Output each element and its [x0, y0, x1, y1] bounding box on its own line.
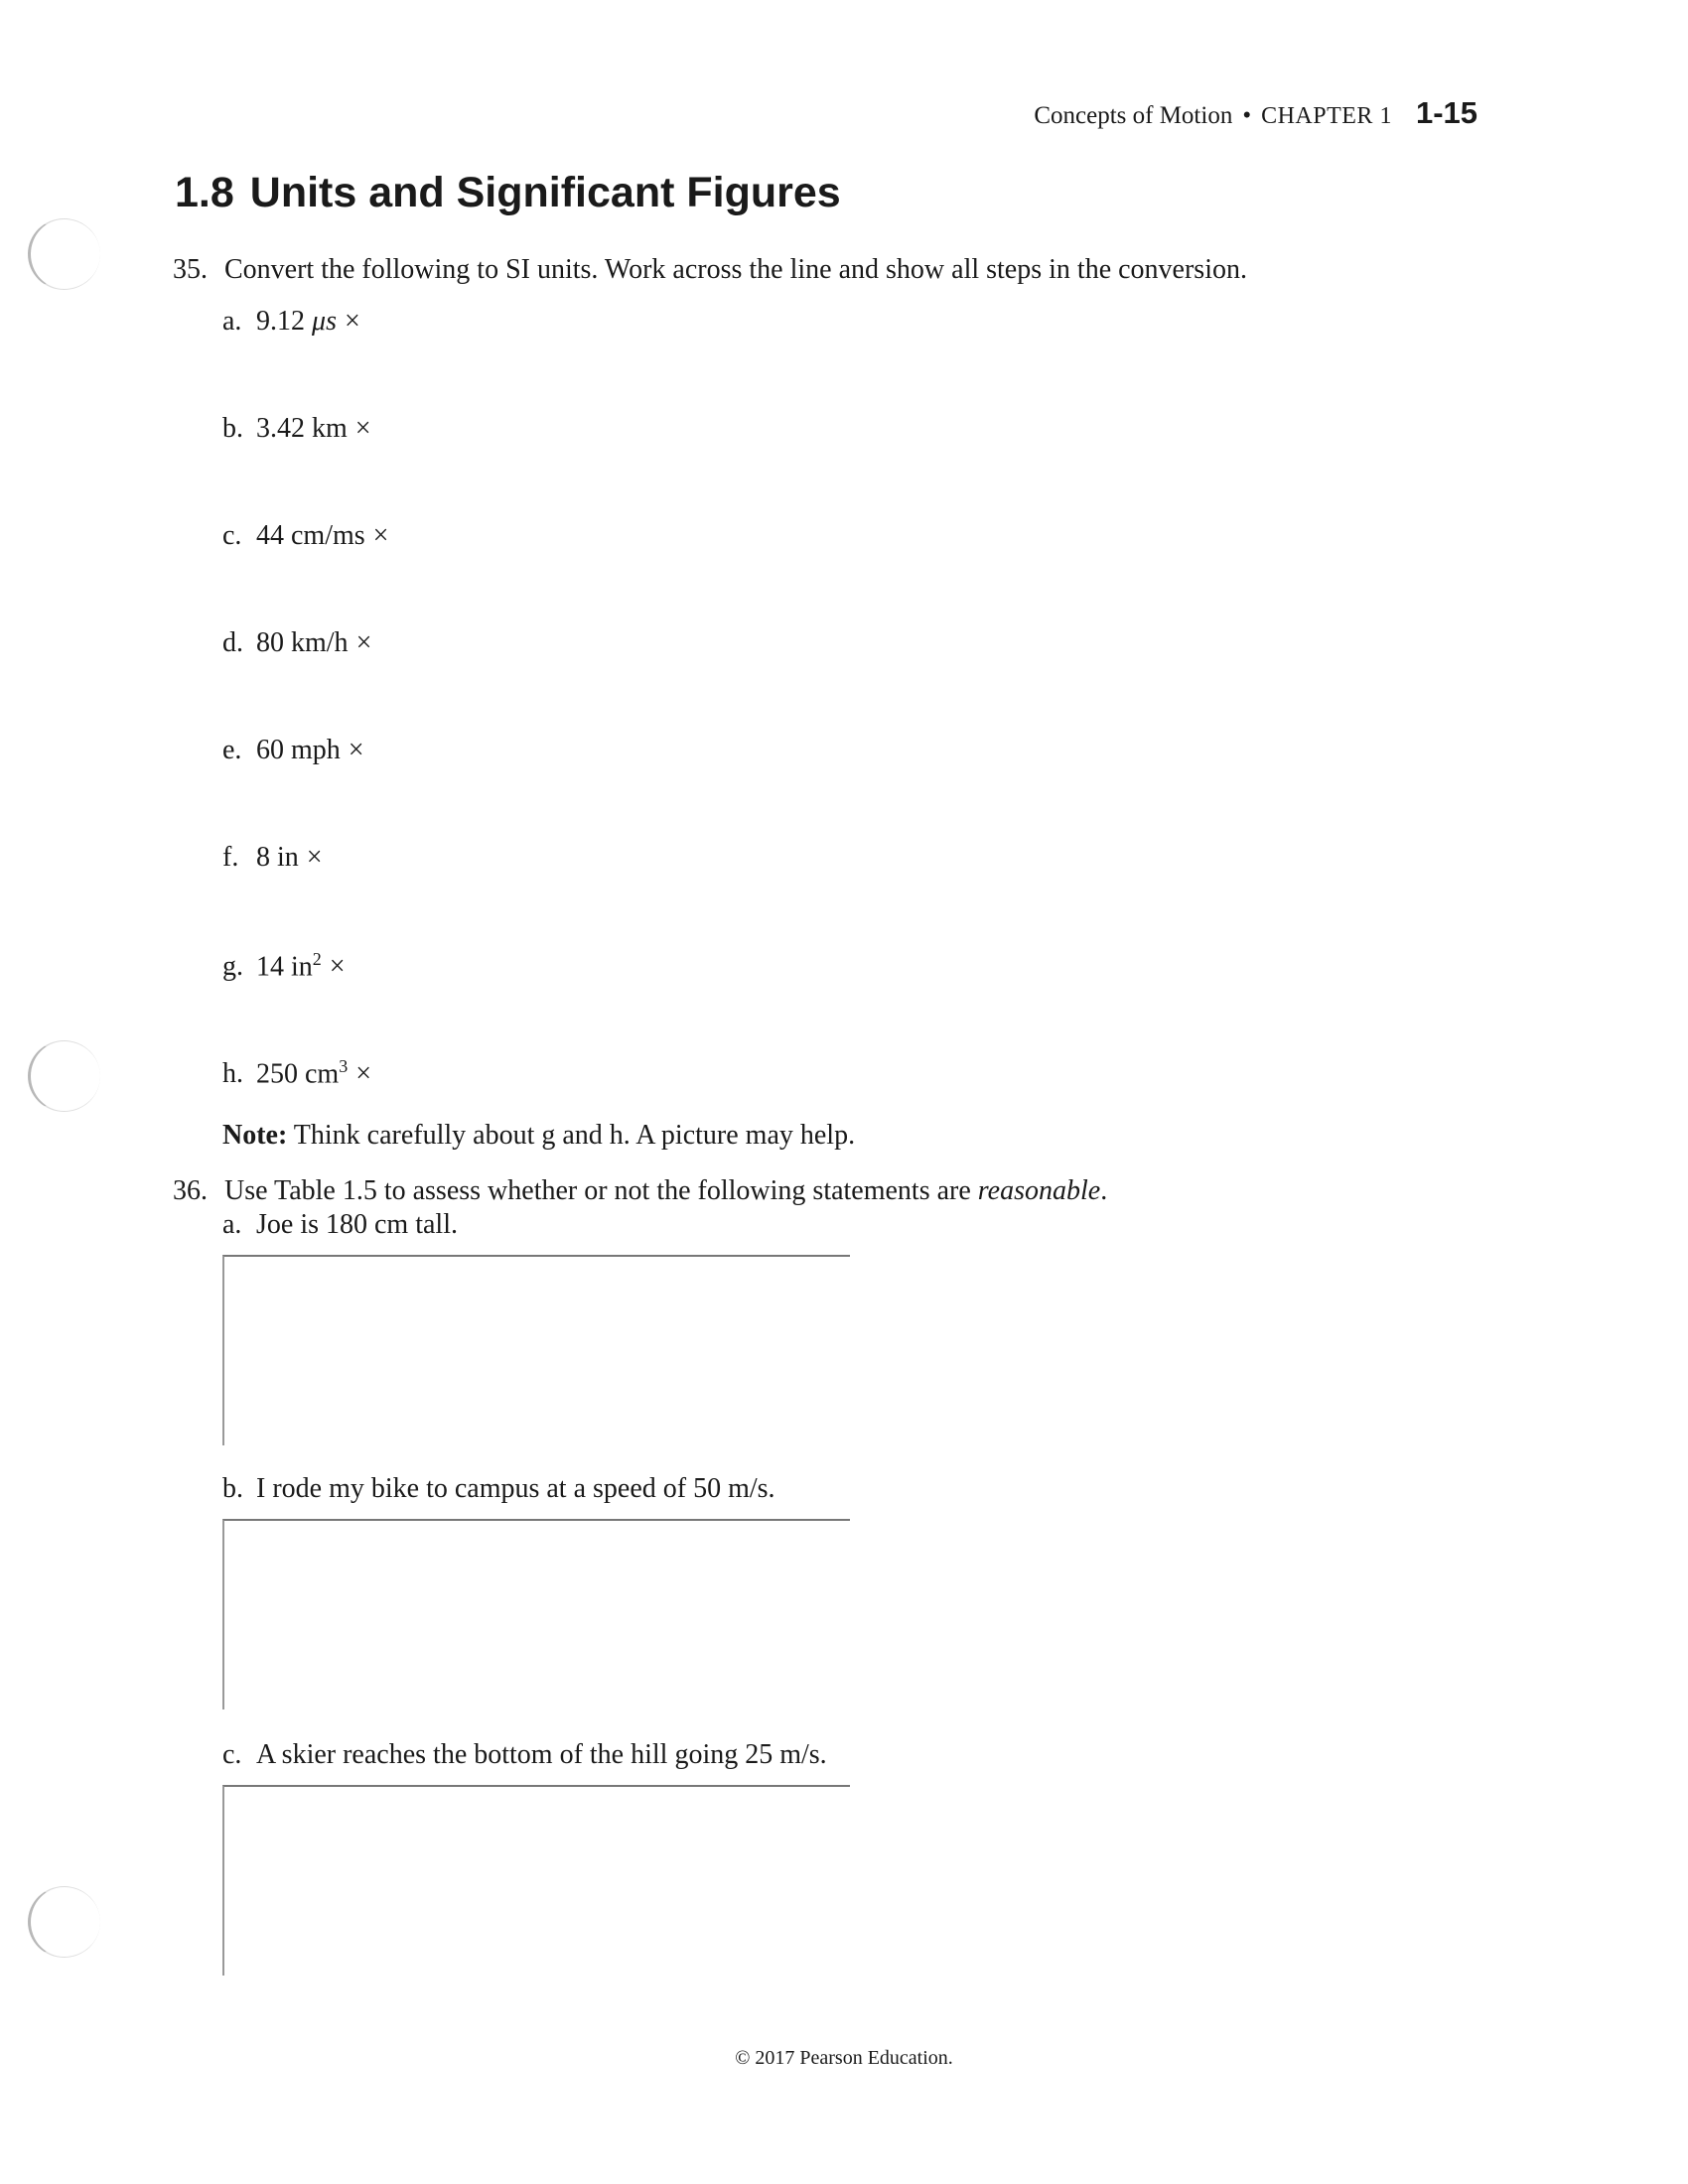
item-unit: s — [326, 306, 337, 337]
header-bullet: • — [1242, 102, 1252, 129]
running-header — [1034, 95, 1477, 131]
question-35-prompt — [173, 254, 1247, 286]
question-text: Use Table 1.5 to assess whether or not the following statements are — [224, 1175, 978, 1206]
binder-hole-middle — [28, 1040, 100, 1112]
item-value: 8 in — [256, 842, 299, 873]
note-text: Think carefully about g and h. A picture may help. — [287, 1120, 856, 1151]
conversion-item-h — [222, 1056, 371, 1090]
item-value: 60 mph — [256, 735, 341, 765]
item-value: 14 in — [256, 951, 313, 983]
item-letter: e. — [222, 735, 242, 765]
note-label: Note: — [222, 1120, 288, 1151]
question-text-end: . — [1100, 1175, 1108, 1206]
item-letter: a. — [222, 306, 242, 337]
item-letter: f. — [222, 842, 239, 873]
note — [222, 1120, 855, 1152]
item-exponent: 2 — [312, 949, 322, 969]
item-letter: c. — [222, 520, 242, 551]
item-letter: b. — [222, 413, 243, 444]
answer-box-a[interactable] — [222, 1255, 850, 1445]
item-letter: b. — [222, 1473, 243, 1504]
times-symbol: × — [372, 520, 389, 551]
question-emphasis: reasonable — [977, 1175, 1101, 1206]
question-text: Convert the following to SI units. Work across the line and show all steps in the conversion. — [224, 254, 1247, 285]
times-symbol: × — [354, 413, 371, 444]
question-36-prompt — [173, 1175, 1107, 1207]
conversion-item-g — [222, 949, 346, 983]
item-exponent: 3 — [339, 1056, 349, 1076]
conversion-item-a — [222, 306, 360, 338]
statement-text: Joe is 180 cm tall. — [256, 1209, 458, 1240]
binder-hole-bottom — [28, 1886, 100, 1958]
book-title: Concepts of Motion — [1034, 102, 1233, 129]
times-symbol: × — [348, 735, 364, 765]
conversion-item-c — [222, 520, 388, 552]
item-value: 250 cm — [256, 1058, 340, 1090]
answer-box-b[interactable] — [222, 1519, 850, 1709]
section-title-text: Units and Significant Figures — [249, 169, 841, 216]
chapter-label: CHAPTER 1 — [1261, 103, 1392, 129]
item-value: 9.12 — [256, 306, 312, 337]
times-symbol: × — [329, 951, 346, 983]
conversion-item-e — [222, 735, 364, 766]
times-symbol: × — [306, 842, 323, 873]
item-letter: d. — [222, 627, 243, 658]
answer-box-c[interactable] — [222, 1785, 850, 1976]
times-symbol: × — [355, 627, 372, 658]
statement-c — [222, 1739, 827, 1771]
conversion-item-b — [222, 413, 371, 445]
item-value: 3.42 km — [256, 413, 348, 444]
copyright-footer: © 2017 Pearson Education. — [735, 2047, 953, 2069]
times-symbol: × — [344, 306, 360, 337]
item-letter: h. — [222, 1058, 243, 1090]
question-number: 35. — [173, 254, 208, 285]
statement-text: I rode my bike to campus at a speed of 50 m/s. — [256, 1473, 775, 1504]
times-symbol: × — [355, 1058, 372, 1090]
section-title — [175, 169, 841, 217]
item-letter: g. — [222, 951, 243, 983]
item-unit-prefix: μ — [312, 306, 327, 337]
conversion-item-d — [222, 627, 371, 659]
item-letter: a. — [222, 1209, 242, 1240]
section-number: 1.8 — [175, 169, 234, 216]
statement-a — [222, 1209, 458, 1241]
statement-text: A skier reaches the bottom of the hill going 25 m/s. — [256, 1739, 827, 1770]
item-letter: c. — [222, 1739, 242, 1770]
question-number: 36. — [173, 1175, 208, 1206]
item-value: 44 cm/ms — [256, 520, 365, 551]
page-number: 1-15 — [1415, 95, 1477, 130]
item-value: 80 km/h — [256, 627, 349, 658]
binder-hole-top — [28, 218, 100, 290]
statement-b — [222, 1473, 775, 1505]
conversion-item-f — [222, 842, 323, 874]
